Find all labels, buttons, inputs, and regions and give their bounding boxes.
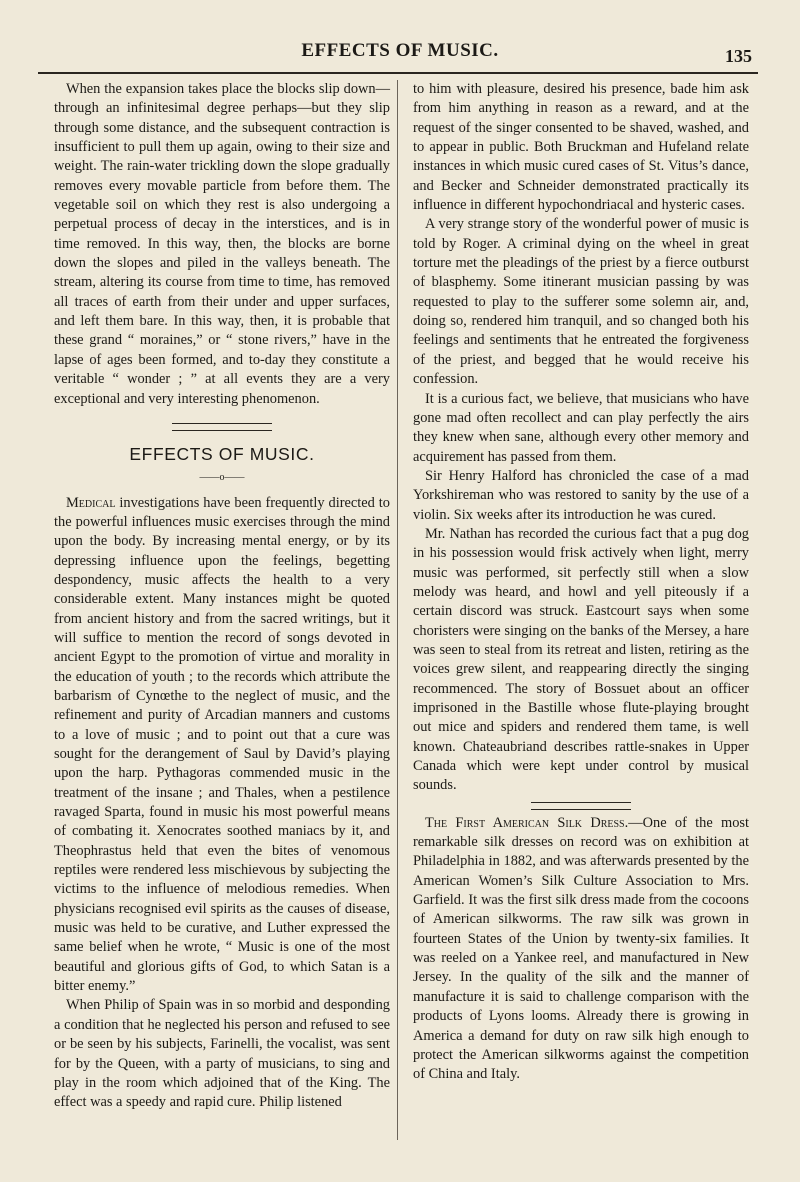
- paragraph-lead-word: Medical: [66, 494, 116, 511]
- paragraph-moraines: When the expansion takes place the blocks slip down—through an infinitesimal degree perhaps—but they slip through some distance, and the subsequent contraction is insufficient to pull them up again, owing to their size and weight. The rain-water trickling down the slope gradually removes every movable particle from before them. The vegetable soil on which they rest is also undergoing a perpetual process of decay in the interstices, and is in time removed. In this way, then, the blocks are borne down the slopes and piled in the valleys beneath. The stream, altering its course from time to time, has removed all traces of earth from their under and upper surfaces, and left them bare. In this way, then, it is probable that these grand “ moraines,” or “ stone rivers,” have in the lapse of ages been formed, and to-day they constitute a veritable “ wonder ; ” at all events they are a very exceptional and very interesting phenomenon.: [54, 81, 390, 407]
- paragraph-medical-text: investigations have been frequently directed to the powerful influences music exercises through the mind upon the body. By increasing mental energy, or by its depressing influence upon the feelings, begetting despondency, music affects the health to a very considerable extent. Many instances might be quoted from ancient history and from the sacred writings, but it will suffice to mention the record of songs devoted in ancient Egypt to the promotion of virtue and morality in the education of youth ; to the records which attribute the barbarism of Cynœthe to the neglect of music, and the refinement and purity of Arcadian manners and customs to a love of music ; and to point out that a cure was sought for the derangement of Saul by David’s playing upon the harp. Pythagoras commended music in the treatment of the insane ; and Thales, when a pestilence ravaged Sparta, found in music his most powerful means of combating it. Xenocrates soothed maniacs by it, and Theophrastus held that even the bites of venomous reptiles were rendered less mischievous by subjecting the victims to the influence of melodious remedies. When physicians recognised evil spirits as the causes of disease, music was held to be curative, and Luther expressed the same belief when he wrote, “ Music is one of the most beautiful and glorious gifts of God, to which Satan is a bitter enemy.”: [54, 494, 390, 995]
- right-column: [413, 80, 749, 1085]
- section-double-rule: [172, 423, 272, 431]
- paragraph-curious-fact: It is a curious fact, we believe, that musicians who have gone mad often recollect and can play perfectly the airs they knew when sane, although every other memory and acquirement has passed from them.: [413, 390, 749, 465]
- section-title: EFFECTS OF MUSIC.: [129, 443, 315, 464]
- section-ornament: ——o——: [199, 472, 245, 484]
- paragraph-nathan: Mr. Nathan has recorded the curious fact that a pug dog in his possession would frisk actively when light, merry music was performed, sit perfectly still when a slow melody was heard, and howl and yell piteously if a certain discord was struck. Eastcourt says when some choristers were singing on the banks of the Mersey, a hare was seen to steal from its retreat and listen, retiring as the voices grew silent, and reappearing directly the singing recommenced. The story of Bossuet about an officer imprisoned in the Bastille whose flute-playing brought out mice and spiders and rendered them tame, is well known. Chateaubriand describes rattle-snakes in Upper Canada which were kept under control by musical sounds.: [413, 525, 749, 794]
- paragraph-silk-dress: [413, 814, 749, 1085]
- paragraph-medical: [54, 494, 390, 997]
- column-divider: [397, 80, 398, 1140]
- running-title: EFFECTS OF MUSIC.: [301, 40, 499, 61]
- page-number: 135: [725, 46, 752, 66]
- left-column: [54, 80, 390, 1113]
- paragraph-silk-text: —One of the most remarkable silk dresses on record was on exhibition at Philadelphia in 1882, and was afterwards presented by the American Women’s Silk Culture Association to Mrs. Garfield. It was the first silk dress made from the cocoons of American silkworms. The raw silk was grown in fourteen States of the Union by twenty-six families. It was reeled on a Yankee reel, and manufactured in New Jersey. In the quality of the silk and the manner of manufacture it is said to challenge comparison with the products of Lyons looms. Already there is growing in America a demand for duty on raw silk high enough to protect the American silkworms against the competition of China and Italy.: [413, 814, 750, 1083]
- paragraph-roger: A very strange story of the wonderful power of music is told by Roger. A criminal dying on the wheel in great torture met the pleadings of the priest by a fierce outburst of blasphemy. Some itinerant musician passing by was requested to play to the sufferer some solemn air, and, doing so, rendered him tranquil, and so changed both his feelings and sentiments that he entreated the forgiveness of the priest, and begged that he would receive his confession.: [413, 216, 749, 388]
- section-double-rule-2: [531, 802, 631, 810]
- paragraph-continued: to him with pleasure, desired his presence, bade him ask from him anything in reason as a reward, and at the request of the singer consented to be shaved, washed, and to appear in public. Both Bruckman and Hufeland relate instances in which music cured cases of St. Vitus’s dance, and Becker and Schneider demonstrated practically its influence in different hypochondriacal and hysteric cases.: [413, 81, 749, 214]
- header-rule: [38, 72, 758, 74]
- paragraph-silk-lead: The First American Silk Dress.: [425, 814, 629, 831]
- paragraph-halford: Sir Henry Halford has chronicled the case of a mad Yorkshireman who was restored to sanity by the use of a violin. Six weeks after its introduction he was cured.: [413, 467, 749, 523]
- paragraph-philip: When Philip of Spain was in so morbid and desponding a condition that he neglected his person and refused to see or be seen by his subjects, Farinelli, the vocalist, was sent for by the Queen, with a party of musicians, to sing and play in the room which adjoined that of the King. The effect was a speedy and rapid cure. Philip listened: [54, 997, 390, 1111]
- running-header: [30, 40, 770, 70]
